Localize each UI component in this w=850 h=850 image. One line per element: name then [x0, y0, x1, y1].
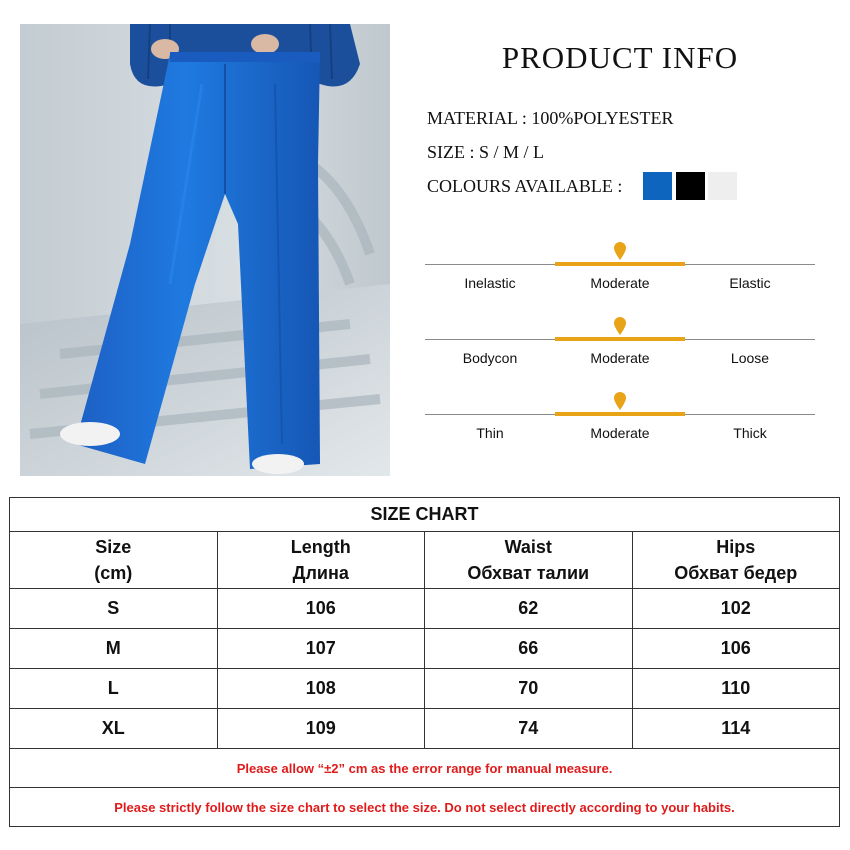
location-pin-icon — [613, 317, 627, 335]
size-chart-table — [9, 497, 840, 827]
cell-hips: 106 — [632, 629, 840, 669]
header-line: Size — [95, 537, 132, 557]
header-line: (cm) — [94, 563, 133, 583]
header-size — [10, 532, 218, 589]
colour-swatch-white[interactable] — [708, 172, 737, 200]
scale-option-label: Thin — [476, 425, 504, 441]
cell-length: 108 — [217, 669, 425, 709]
table-row — [10, 669, 840, 709]
cell-size: XL — [10, 709, 218, 749]
cell-hips: 114 — [632, 709, 840, 749]
table-row — [10, 589, 840, 629]
header-line: Длина — [292, 563, 349, 583]
scale-option-label: Moderate — [590, 425, 650, 441]
cell-waist: 62 — [425, 589, 633, 629]
header-waist — [425, 532, 633, 589]
header-line: Waist — [504, 537, 552, 557]
colours-label: COLOURS AVAILABLE : — [427, 176, 623, 196]
measure-note-row — [10, 749, 840, 788]
scale-active-segment — [555, 262, 685, 266]
fit-scale — [425, 317, 815, 377]
location-pin-icon — [613, 392, 627, 410]
size-chart-title: SIZE CHART — [10, 498, 840, 532]
scale-active-segment — [555, 337, 685, 341]
size-chart-title-row — [10, 498, 840, 532]
header-line: Обхват талии — [467, 563, 590, 583]
location-pin-icon — [613, 242, 627, 260]
measure-error-note: Please allow “±2” cm as the error range for manual measure. — [10, 749, 840, 788]
cell-waist: 74 — [425, 709, 633, 749]
cell-waist: 70 — [425, 669, 633, 709]
product-photo — [20, 24, 390, 476]
header-hips — [632, 532, 840, 589]
cell-size: L — [10, 669, 218, 709]
scale-option-label: Loose — [730, 350, 770, 366]
size-advice-row — [10, 788, 840, 827]
scale-option-label: Bodycon — [462, 350, 518, 366]
header-line: Length — [290, 537, 351, 557]
cell-size: M — [10, 629, 218, 669]
product-info-title: PRODUCT INFO — [501, 40, 739, 75]
size-chart-header-row — [10, 532, 840, 589]
cell-size: S — [10, 589, 218, 629]
scale-option-label: Inelastic — [464, 275, 516, 291]
cell-length: 106 — [217, 589, 425, 629]
colour-swatch-blue[interactable] — [643, 172, 672, 200]
cell-length: 107 — [217, 629, 425, 669]
header-line: Обхват бедер — [674, 563, 798, 583]
elasticity-scale — [425, 242, 815, 302]
header-length — [217, 532, 425, 589]
cell-hips: 110 — [632, 669, 840, 709]
scale-option-label: Moderate — [590, 275, 650, 291]
cell-waist: 66 — [425, 629, 633, 669]
size-text: SIZE : S / M / L — [427, 142, 545, 162]
scale-option-label: Thick — [733, 425, 767, 441]
table-row — [10, 629, 840, 669]
cell-hips: 102 — [632, 589, 840, 629]
thickness-scale — [425, 392, 815, 452]
wide-leg-trousers-image — [20, 24, 390, 476]
cell-length: 109 — [217, 709, 425, 749]
table-row — [10, 709, 840, 749]
scale-option-label: Elastic — [729, 275, 771, 291]
scale-option-label: Moderate — [590, 350, 650, 366]
material-text: MATERIAL : 100%POLYESTER — [427, 108, 674, 128]
colour-swatch-black[interactable] — [676, 172, 705, 200]
header-line: Hips — [716, 537, 756, 557]
scale-active-segment — [555, 412, 685, 416]
size-advice-note: Please strictly follow the size chart to select the size. Do not select directly according to your habits. — [10, 788, 840, 827]
